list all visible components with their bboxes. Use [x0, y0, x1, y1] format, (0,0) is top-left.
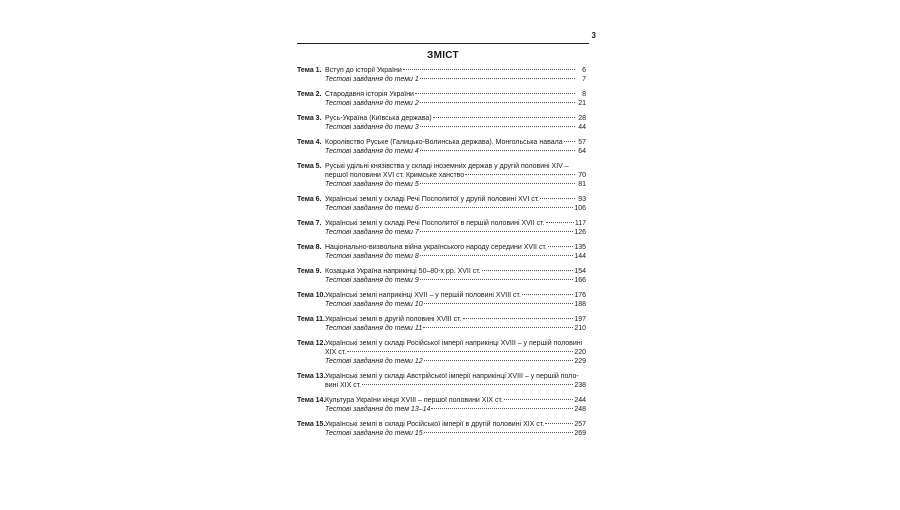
- toc-entry: [297, 291, 586, 309]
- toc-page-number: 220: [574, 349, 586, 356]
- toc-line-text: Тестові завдання до теми 1: [325, 76, 419, 83]
- toc-entry-body: [325, 396, 586, 414]
- toc-entry-body: [325, 291, 586, 309]
- dot-leader: [431, 408, 573, 409]
- toc-entry-body: [325, 138, 586, 156]
- toc-entry: [297, 114, 586, 132]
- toc-line-text: Русь-Україна (Київська держава): [325, 115, 432, 122]
- toc-page-number: 57: [578, 139, 586, 146]
- dot-leader: [420, 150, 575, 151]
- page-title: ЗМІСТ: [427, 50, 459, 61]
- topic-label: Тема 8.: [297, 244, 322, 251]
- toc-page-number: 176: [574, 292, 586, 299]
- page-number: 3: [591, 31, 596, 40]
- topic-label: Тема 10.: [297, 292, 326, 299]
- toc-entry: [297, 339, 586, 366]
- dot-leader: [433, 117, 575, 118]
- toc-entry: [297, 420, 586, 438]
- toc-entry: [297, 90, 586, 108]
- toc-entry: [297, 162, 586, 189]
- toc-page-number: 28: [578, 115, 586, 122]
- toc-line[interactable]: [325, 252, 586, 261]
- toc-line[interactable]: [325, 75, 586, 84]
- topic-label: Тема 9.: [297, 268, 322, 275]
- toc-line-text[interactable]: Українські землі у складі Російської імперії наприкінці XVIII – у першій половині: [325, 340, 583, 347]
- toc-line[interactable]: [325, 219, 586, 228]
- toc-line[interactable]: [325, 357, 586, 366]
- toc-line[interactable]: [325, 114, 586, 123]
- toc-line[interactable]: [325, 315, 586, 324]
- toc-line-text: Тестові завдання до теми 5: [325, 181, 419, 188]
- dot-leader: [463, 318, 574, 319]
- toc-entry: [297, 267, 586, 285]
- toc-page-number: 257: [574, 421, 586, 428]
- toc-page-number: 64: [578, 148, 586, 155]
- toc-entry-body: [325, 420, 586, 438]
- toc-entry-body: [325, 162, 586, 189]
- toc-line[interactable]: [325, 420, 586, 429]
- dot-leader: [424, 360, 574, 361]
- dot-leader: [420, 126, 575, 127]
- toc-page-number: 126: [574, 229, 586, 236]
- toc-line[interactable]: [325, 324, 586, 333]
- toc-line[interactable]: [325, 204, 586, 213]
- dot-leader: [420, 102, 575, 103]
- toc-line-text: Козацька Україна наприкінці 50–80-х рр. XVII ст.: [325, 268, 481, 275]
- toc-page-number: 269: [574, 430, 586, 437]
- dot-leader: [420, 207, 574, 208]
- toc-entry-body: [325, 372, 586, 390]
- topic-label: Тема 5.: [297, 163, 322, 170]
- dot-leader: [424, 432, 574, 433]
- toc-line[interactable]: [325, 381, 586, 390]
- toc-line-text: першої половини XVI ст. Кримське ханство: [325, 172, 465, 179]
- dot-leader: [564, 141, 575, 142]
- dot-leader: [540, 198, 575, 199]
- toc-line-text: Українські землі наприкінці XVII – у першій половині XVIII ст.: [325, 292, 521, 299]
- dot-leader: [420, 255, 574, 256]
- topic-label: Тема 7.: [297, 220, 322, 227]
- dot-leader: [362, 384, 573, 385]
- toc-line-text: Тестові завдання до теми 12: [325, 358, 423, 365]
- toc-line[interactable]: [325, 276, 586, 285]
- toc-page-number: 7: [582, 76, 586, 83]
- toc-line[interactable]: [325, 171, 586, 180]
- toc-line-text: Королівство Руське (Галицько-Волинська держава). Монгольська навала: [325, 139, 563, 146]
- toc-line-text: XIX ст.: [325, 349, 347, 356]
- toc-line[interactable]: [325, 291, 586, 300]
- dot-leader: [423, 327, 573, 328]
- toc-entry-body: [325, 219, 586, 237]
- toc-page-number: 188: [574, 301, 586, 308]
- toc-line[interactable]: [325, 300, 586, 309]
- dot-leader: [465, 174, 575, 175]
- toc-page-number: 197: [574, 316, 586, 323]
- toc-entry-body: [325, 195, 586, 213]
- toc-line-text: Тестові завдання до тем 13–14: [325, 406, 431, 413]
- toc-page-number: 81: [578, 181, 586, 188]
- topic-label: Тема 14.: [297, 397, 326, 404]
- toc-entry: [297, 195, 586, 213]
- toc-entry: [297, 243, 586, 261]
- dot-leader: [415, 93, 575, 94]
- toc-line-text: Українські землі у складі Речі Посполитої в першій половині XVII ст.: [325, 220, 545, 227]
- toc-entry-body: [325, 339, 586, 366]
- dot-leader: [548, 246, 574, 247]
- toc-page-number: 8: [582, 91, 586, 98]
- toc-entry: [297, 372, 586, 390]
- dot-leader: [522, 294, 573, 295]
- toc-line-text: Тестові завдання до теми 8: [325, 253, 419, 260]
- toc-line[interactable]: [325, 396, 586, 405]
- toc-entry-body: [325, 66, 586, 84]
- topic-label: Тема 6.: [297, 196, 322, 203]
- dot-leader: [504, 399, 573, 400]
- toc-line[interactable]: [325, 180, 586, 189]
- toc-entry: [297, 315, 586, 333]
- toc-line-text: Тестові завдання до теми 4: [325, 148, 419, 155]
- toc-line[interactable]: [325, 228, 586, 237]
- toc-page-number: 229: [574, 358, 586, 365]
- toc-page-number: 238: [574, 382, 586, 389]
- toc-line-text: Тестові завдання до теми 15: [325, 430, 423, 437]
- toc-line[interactable]: [325, 147, 586, 156]
- topic-label: Тема 1.: [297, 67, 322, 74]
- toc-line-text: Тестові завдання до теми 2: [325, 100, 419, 107]
- toc-entry-body: [325, 90, 586, 108]
- dot-leader: [420, 183, 575, 184]
- toc-entry: [297, 396, 586, 414]
- toc-page-number: 70: [578, 172, 586, 179]
- toc-line[interactable]: [325, 243, 586, 252]
- toc-line[interactable]: [325, 90, 586, 99]
- toc-page-number: 6: [582, 67, 586, 74]
- dot-leader: [403, 69, 575, 70]
- toc-line[interactable]: [325, 66, 586, 75]
- toc-entry-body: [325, 114, 586, 132]
- topic-label: Тема 4.: [297, 139, 322, 146]
- toc-line-text: Тестові завдання до теми 11: [325, 325, 423, 332]
- toc-page-number: 44: [578, 124, 586, 131]
- toc-entry-body: [325, 315, 586, 333]
- toc-line-text: Національно-визвольна війна українського народу середини XVII ст.: [325, 244, 547, 251]
- toc-line-text: Тестові завдання до теми 6: [325, 205, 419, 212]
- toc-entry: [297, 66, 586, 84]
- toc-line[interactable]: [325, 123, 586, 132]
- dot-leader: [347, 351, 573, 352]
- toc-line[interactable]: [325, 348, 586, 357]
- toc-line-text: Вступ до історії України: [325, 67, 402, 74]
- dot-leader: [424, 303, 574, 304]
- toc-page-number: 154: [574, 268, 586, 275]
- topic-label: Тема 12.: [297, 340, 326, 347]
- dot-leader: [545, 423, 573, 424]
- topic-label: Тема 11.: [297, 316, 325, 323]
- toc-entry: [297, 138, 586, 156]
- toc-page-number: 106: [574, 205, 586, 212]
- table-of-contents: [297, 66, 586, 438]
- toc-line-text: Стародавня історія України: [325, 91, 414, 98]
- toc-page-number: 210: [574, 325, 586, 332]
- toc-page-number: 248: [574, 406, 586, 413]
- toc-entry-body: [325, 243, 586, 261]
- toc-line[interactable]: [325, 267, 586, 276]
- toc-line-text: Тестові завдання до теми 3: [325, 124, 419, 131]
- toc-line[interactable]: [325, 429, 586, 438]
- toc-page-number: 244: [574, 397, 586, 404]
- dot-leader: [482, 270, 574, 271]
- toc-page-number: 166: [574, 277, 586, 284]
- dot-leader: [420, 231, 574, 232]
- toc-page-number: 117: [574, 220, 586, 227]
- toc-line-text: вині XIX ст.: [325, 382, 362, 389]
- toc-entry-body: [325, 267, 586, 285]
- toc-line[interactable]: [325, 405, 586, 414]
- toc-line[interactable]: [325, 138, 586, 147]
- toc-entry: [297, 219, 586, 237]
- toc-page-number: 93: [578, 196, 586, 203]
- toc-page-number: 135: [574, 244, 586, 251]
- toc-line-text: Українські землі у складі Речі Посполитої у другій половині XVI ст.: [325, 196, 540, 203]
- toc-line-text: Культура України кінця XVIII – першої половини XIX ст.: [325, 397, 503, 404]
- toc-line-text[interactable]: Українські землі у складі Австрійської імперії наприкінці XVIII – у першій поло-: [325, 373, 579, 380]
- toc-page-number: 144: [574, 253, 586, 260]
- toc-line-text: Українські землі в складі Російської імперії в другій половині XIX ст.: [325, 421, 545, 428]
- toc-line-text: Тестові завдання до теми 9: [325, 277, 419, 284]
- toc-line-text: Тестові завдання до теми 10: [325, 301, 423, 308]
- toc-line-text: Тестові завдання до теми 7: [325, 229, 419, 236]
- toc-line[interactable]: [325, 99, 586, 108]
- toc-line-text[interactable]: Руські удільні князівства у складі іноземних держав у другій половині XIV –: [325, 163, 569, 170]
- topic-label: Тема 13.: [297, 373, 326, 380]
- dot-leader: [420, 78, 575, 79]
- toc-line[interactable]: [325, 195, 586, 204]
- dot-leader: [420, 279, 574, 280]
- toc-line-text: Українські землі в другій половині XVIII ст.: [325, 316, 462, 323]
- toc-page-number: 21: [578, 100, 586, 107]
- topic-label: Тема 15.: [297, 421, 326, 428]
- topic-label: Тема 2.: [297, 91, 322, 98]
- header-rule: [297, 43, 589, 44]
- dot-leader: [546, 222, 574, 223]
- topic-label: Тема 3.: [297, 115, 322, 122]
